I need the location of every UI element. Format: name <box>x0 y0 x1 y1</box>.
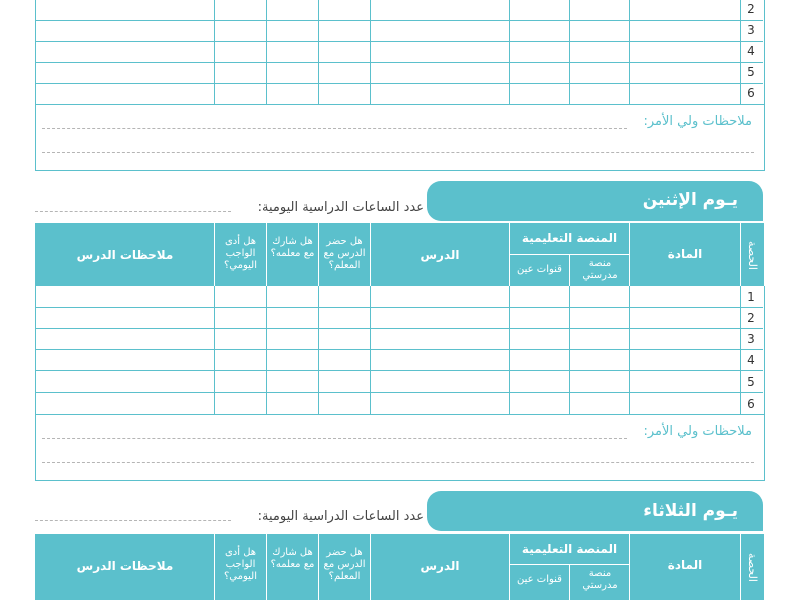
header-participated: هل شارك مع معلمه؟ <box>270 236 315 259</box>
header-homework: هل أدى الواجب اليومي؟ <box>223 547 257 582</box>
table-body <box>35 286 765 415</box>
row-number: 2 <box>747 311 755 325</box>
header-lesson: الدرس <box>420 248 460 262</box>
header-platform: المنصة التعليمية <box>521 542 618 556</box>
row-number: 5 <box>747 375 755 389</box>
table-frame <box>35 0 765 105</box>
header-subject: المادة <box>667 247 703 261</box>
hours-line[interactable] <box>35 520 231 521</box>
parent-notes-label: ملاحظات ولي الأمر: <box>643 114 752 129</box>
row-number: 2 <box>747 2 755 16</box>
row-number: 5 <box>747 65 755 79</box>
header-lesson-notes: ملاحظات الدرس <box>76 559 174 573</box>
parent-notes-line[interactable] <box>42 152 754 153</box>
header-platform: المنصة التعليمية <box>521 231 618 245</box>
row-number: 6 <box>747 397 755 411</box>
header-period: الحصة <box>746 240 759 270</box>
header-lesson: الدرس <box>420 559 460 573</box>
parent-notes-line[interactable] <box>42 462 754 463</box>
row-number: 4 <box>747 353 755 367</box>
header-lesson-notes: ملاحظات الدرس <box>76 248 174 262</box>
parent-notes-label: ملاحظات ولي الأمر: <box>643 424 752 439</box>
hours-line[interactable] <box>35 211 231 212</box>
row-number: 6 <box>747 86 755 100</box>
day-title: يـوم الإثنين <box>642 190 738 210</box>
day-title: يـوم الثلاثاء <box>643 501 738 521</box>
row-number: 3 <box>747 332 755 346</box>
header-participated: هل شارك مع معلمه؟ <box>270 547 315 570</box>
parent-notes-line[interactable] <box>42 128 627 129</box>
hours-label: عدد الساعات الدراسية اليومية: <box>257 200 424 215</box>
header-madrasati: منصة مدرستي <box>582 258 618 281</box>
header-ein: قنوات عين <box>517 264 562 275</box>
row-number: 3 <box>747 23 755 37</box>
header-madrasati: منصة مدرستي <box>582 568 618 591</box>
header-period: الحصة <box>746 552 759 582</box>
row-number: 4 <box>747 44 755 58</box>
hours-label: عدد الساعات الدراسية اليومية: <box>257 509 424 524</box>
row-number: 1 <box>747 290 755 304</box>
header-ein: قنوات عين <box>517 574 562 585</box>
parent-notes-line[interactable] <box>42 438 627 439</box>
header-subject: المادة <box>667 558 703 572</box>
header-attended: هل حضر الدرس مع المعلم؟ <box>323 236 366 271</box>
header-attended: هل حضر الدرس مع المعلم؟ <box>323 547 366 582</box>
header-homework: هل أدى الواجب اليومي؟ <box>223 236 257 271</box>
